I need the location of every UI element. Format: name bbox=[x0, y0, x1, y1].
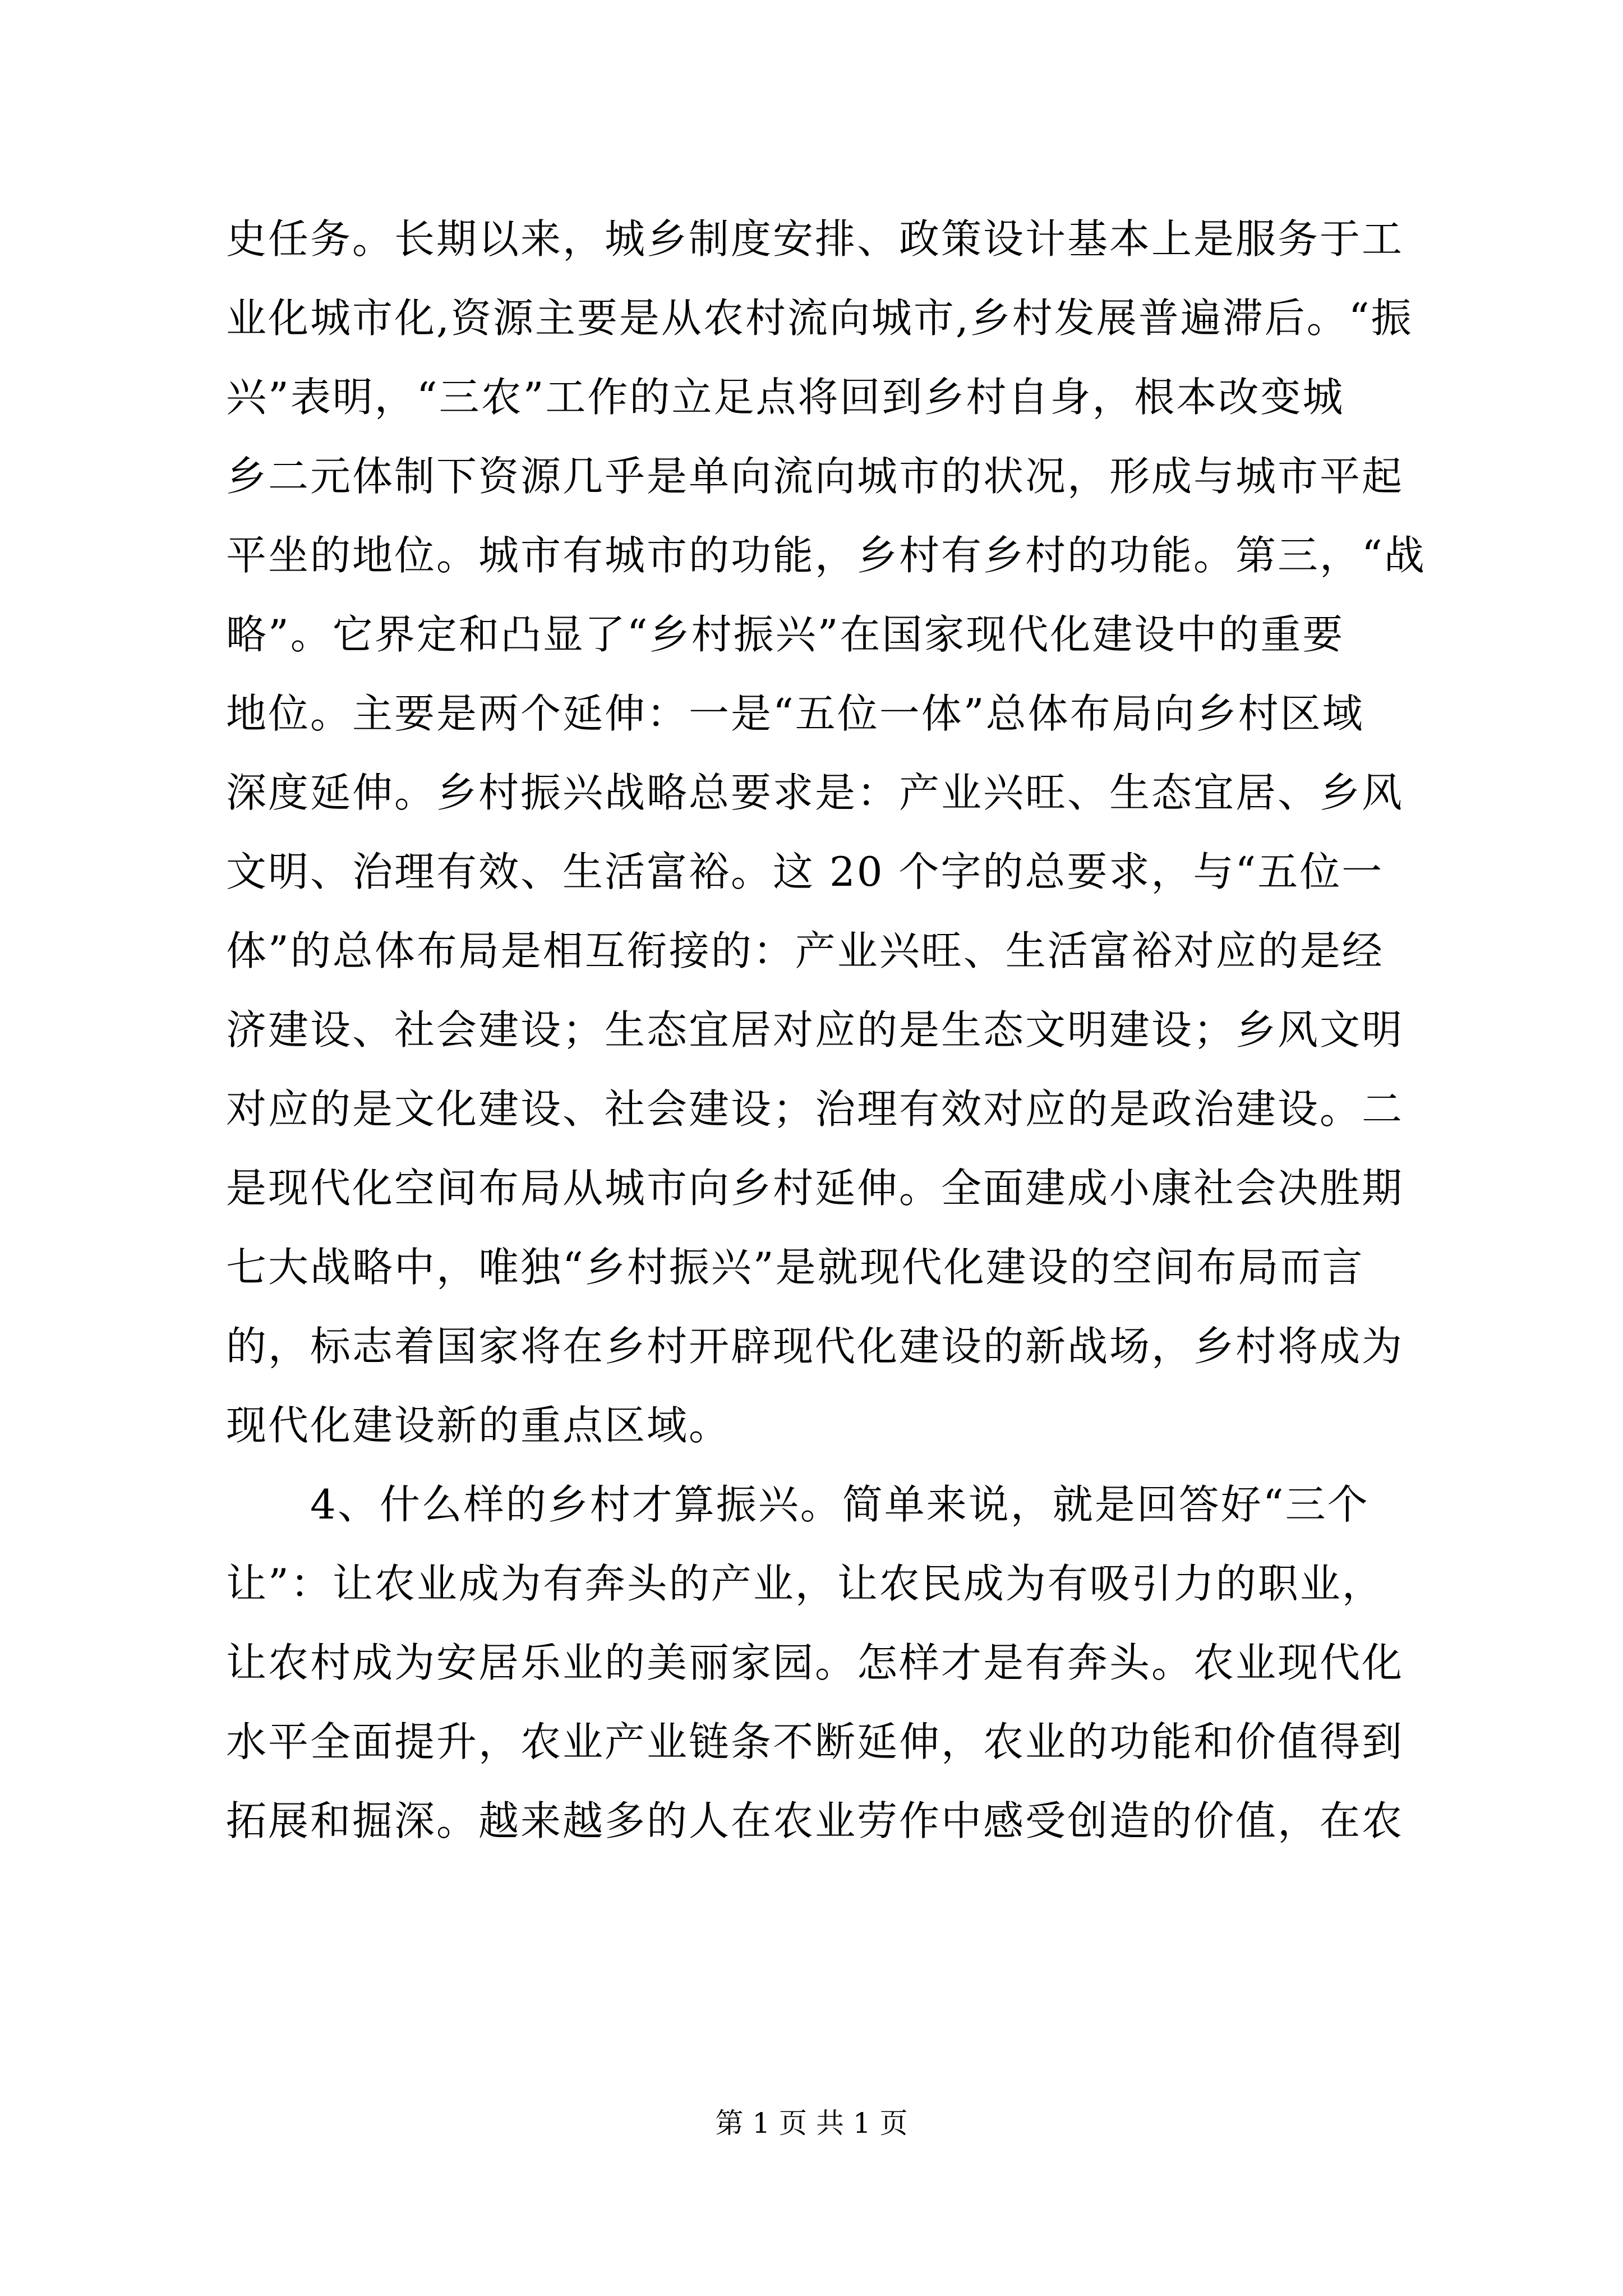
text-line: 让农村成为安居乐业的美丽家园。怎样才是有奔头。农业现代化 bbox=[226, 1639, 1404, 1686]
text-line: 七大战略中，唯独“乡村振兴”是就现代化建设的空间布局而言 bbox=[226, 1244, 1364, 1291]
text-line: 对应的是文化建设、社会建设；治理有效对应的是政治建设。二 bbox=[226, 1085, 1404, 1133]
text-line: 兴”表明，“三农”工作的立足点将回到乡村自身，根本改变城 bbox=[226, 374, 1345, 421]
text-line: 的，标志着国家将在乡村开辟现代化建设的新战场，乡村将成为 bbox=[226, 1323, 1404, 1370]
text-line: 4、什么样的乡村才算振兴。简单来说，就是回答好“三个 bbox=[226, 1481, 1370, 1528]
body-text bbox=[226, 200, 1432, 1861]
text-line: 乡二元体制下资源几乎是单向流向城市的状况，形成与城市平起 bbox=[226, 453, 1404, 500]
text-line: 是现代化空间布局从城市向乡村延伸。全面建成小康社会决胜期 bbox=[226, 1165, 1404, 1212]
text-line: 济建设、社会建设；生态宜居对应的是生态文明建设；乡风文明 bbox=[226, 1006, 1404, 1053]
text-line: 地位。主要是两个延伸：一是“五位一体”总体布局向乡村区域 bbox=[226, 690, 1364, 737]
text-line: 拓展和掘深。越来越多的人在农业劳作中感受创造的价值，在农 bbox=[226, 1797, 1404, 1844]
text-line: 深度延伸。乡村振兴战略总要求是：产业兴旺、生态宜居、乡风 bbox=[226, 769, 1404, 816]
text-line: 业化城市化,资源主要是从农村流向城市,乡村发展普遍滞后。“振 bbox=[226, 295, 1413, 342]
text-line: 文明、治理有效、生活富裕。这 20 个字的总要求，与“五位一 bbox=[226, 848, 1384, 895]
text-line: 史任务。长期以来，城乡制度安排、政策设计基本上是服务于工 bbox=[226, 215, 1404, 263]
text-line: 略”。它界定和凸显了“乡村振兴”在国家现代化建设中的重要 bbox=[226, 611, 1345, 658]
text-line: 平坐的地位。城市有城市的功能，乡村有乡村的功能。第三，“战 bbox=[226, 532, 1426, 579]
text-line: 体”的总体布局是相互衔接的：产业兴旺、生活富裕对应的是经 bbox=[226, 927, 1384, 974]
page-footer: 第 1 页 共 1 页 bbox=[715, 2107, 908, 2139]
text-line: 水平全面提升，农业产业链条不断延伸，农业的功能和价值得到 bbox=[226, 1718, 1404, 1765]
text-line: 现代化建设新的重点区域。 bbox=[226, 1402, 731, 1449]
text-line: 让”：让农业成为有奔头的产业，让农民成为有吸引力的职业， bbox=[226, 1560, 1384, 1607]
